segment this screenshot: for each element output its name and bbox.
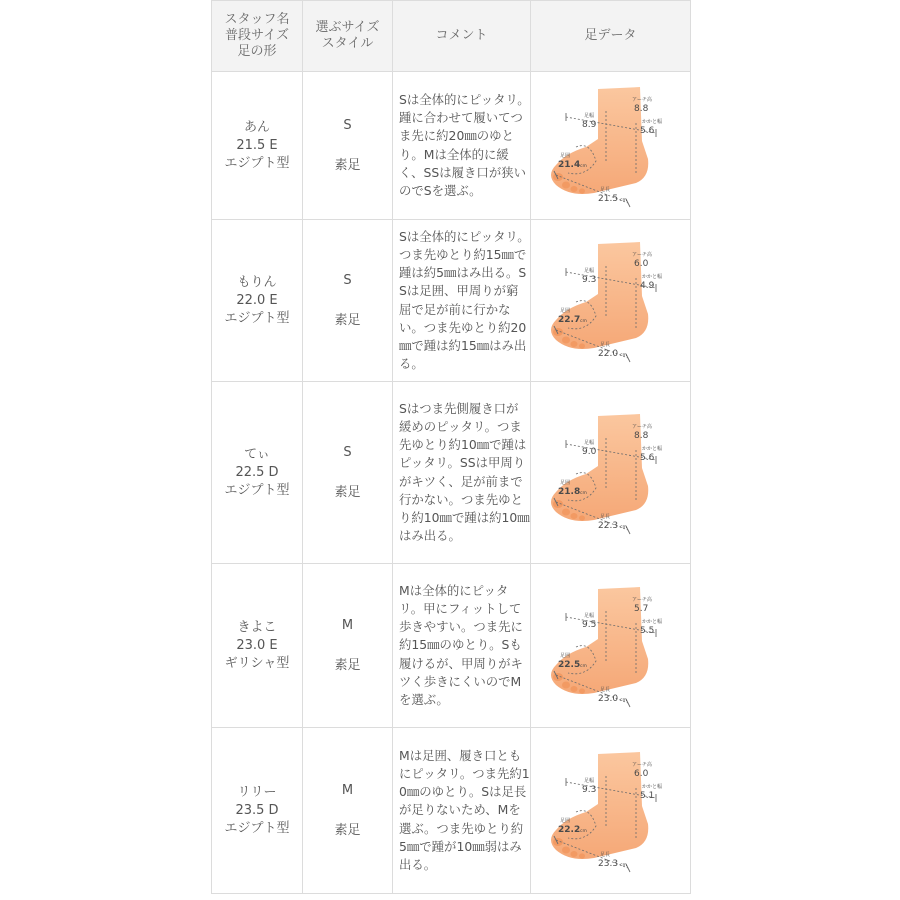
staff-name: リリー [237, 784, 277, 800]
foot-width-value: 9.3 [581, 274, 596, 285]
foot-shape: ギリシャ型 [224, 655, 290, 671]
foot-length-unit: cm [619, 197, 627, 203]
table-row [212, 72, 691, 220]
staff-name: きよこ [237, 619, 277, 635]
foot-girth-label: 足囲 [559, 817, 570, 824]
chosen-size: S [343, 117, 352, 133]
table-row [212, 220, 691, 382]
foot-top-value: 8.8 [633, 430, 648, 441]
foot-length-value: 22.0 [597, 348, 618, 359]
foot-width-label: 足幅 [583, 439, 594, 446]
staff-name: あん [243, 119, 270, 135]
foot-data-cell [531, 564, 691, 728]
foot-girth-value: 21.4 [557, 159, 580, 170]
staff-cell [212, 220, 303, 382]
staff-size-table [211, 0, 691, 894]
foot-mid-value: 5.5 [639, 625, 654, 636]
foot-length-label: 足長 [599, 513, 610, 520]
foot-girth-unit: cm [579, 828, 587, 834]
foot-data-cell [531, 382, 691, 564]
choose-size-cell [303, 564, 393, 728]
comment-cell: Sは全体的にピッタリ。踵に合わせて履いてつま先に約20㎜のゆとり。Mは全体的に緩く、SSは履き口が狭いのでSを選ぶ。 [393, 72, 531, 220]
foot-width-label: 足幅 [583, 267, 594, 274]
comment-cell: Mは全体的にピッタリ。甲にフィットして歩きやすい。つま先に約15㎜のゆとり。Sも履けるが、甲周りがキツく歩きにくいのでMを選ぶ。 [393, 564, 531, 728]
foot-top-label: アーチ高 [631, 96, 652, 103]
foot-girth-unit: cm [579, 163, 587, 169]
foot-top-label: アーチ高 [631, 423, 652, 430]
foot-girth-label: 足囲 [559, 652, 570, 659]
foot-length-label: 足長 [599, 851, 610, 858]
foot-shape: エジプト型 [224, 820, 290, 836]
header-staff-name: スタッフ名 普段サイズ 足の形 [212, 1, 303, 72]
foot-girth-unit: cm [579, 318, 587, 324]
foot-width-value: 9.5 [581, 619, 596, 630]
foot-mid-label: かかと幅 [641, 618, 662, 625]
style: 素足 [334, 157, 361, 173]
foot-shape: エジプト型 [224, 482, 290, 498]
foot-top-value: 5.7 [633, 603, 648, 614]
choose-size-cell [303, 220, 393, 382]
foot-data-cell [531, 728, 691, 894]
staff-cell [212, 382, 303, 564]
foot-top-label: アーチ高 [631, 251, 652, 258]
chosen-size: S [343, 444, 352, 460]
staff-cell [212, 564, 303, 728]
choose-size-cell [303, 728, 393, 894]
header-choose-size: 選ぶサイズ スタイル [303, 1, 393, 72]
style: 素足 [334, 657, 361, 673]
foot-diagram [536, 236, 686, 366]
foot-width-label: 足幅 [583, 777, 594, 784]
foot-top-value: 6.0 [633, 258, 648, 269]
style: 素足 [334, 484, 361, 500]
comment-cell: Sは全体的にピッタリ。つま先ゆとり約15㎜で踵は約5㎜はみ出る。SSは足囲、甲周りが窮屈で足が前に行かない。つま先ゆとり約20㎜で踵は約15㎜はみ出る。 [393, 220, 531, 382]
foot-length-label: 足長 [599, 186, 610, 193]
foot-mid-label: かかと幅 [641, 445, 662, 452]
header-foot-data: 足データ [531, 1, 691, 72]
foot-mid-value: 5.1 [639, 790, 654, 801]
staff-name: もりん [237, 274, 277, 290]
table-header-row [212, 1, 691, 72]
header-comment: コメント [393, 1, 531, 72]
style: 素足 [334, 822, 361, 838]
foot-girth-value: 21.8 [557, 486, 580, 497]
foot-girth-value: 22.7 [557, 314, 580, 325]
foot-length-unit: cm [619, 697, 627, 703]
foot-mid-label: かかと幅 [641, 118, 662, 125]
chosen-size: M [341, 617, 354, 633]
usual-size: 21.5 E [236, 137, 278, 153]
foot-girth-label: 足囲 [559, 152, 570, 159]
foot-width-label: 足幅 [583, 112, 594, 119]
table-row [212, 382, 691, 564]
foot-mid-value: 5.6 [639, 125, 654, 136]
foot-width-value: 9.3 [581, 784, 596, 795]
chosen-size: S [343, 272, 352, 288]
table-row [212, 564, 691, 728]
usual-size: 23.0 E [236, 637, 278, 653]
comment-cell: Sはつま先側履き口が緩めのピッタリ。つま先ゆとり約10㎜で踵はピッタリ。SSは甲周りがキツく、足が前まで行かない。つま先ゆとり約10㎜で踵は約10㎜はみ出る。 [393, 382, 531, 564]
foot-girth-label: 足囲 [559, 307, 570, 314]
choose-size-cell [303, 382, 393, 564]
comment-cell: Mは足囲、履き口ともにピッタリ。つま先約10㎜のゆとり。Sは足長が足りないため、Mを選ぶ。つま先ゆとり約5㎜で踵が10㎜弱はみ出る。 [393, 728, 531, 894]
foot-top-value: 6.0 [633, 768, 648, 779]
foot-width-label: 足幅 [583, 612, 594, 619]
style: 素足 [334, 312, 361, 328]
foot-length-value: 22.3 [597, 520, 618, 531]
foot-data-cell [531, 220, 691, 382]
foot-girth-unit: cm [579, 663, 587, 669]
foot-length-value: 23.0 [597, 693, 618, 704]
foot-length-label: 足長 [599, 341, 610, 348]
foot-top-value: 8.8 [633, 103, 648, 114]
foot-mid-label: かかと幅 [641, 783, 662, 790]
choose-size-cell [303, 72, 393, 220]
foot-diagram [536, 81, 686, 211]
foot-length-unit: cm [619, 524, 627, 530]
staff-cell [212, 72, 303, 220]
usual-size: 22.0 E [236, 292, 278, 308]
foot-data-cell [531, 72, 691, 220]
foot-length-value: 23.3 [597, 858, 618, 869]
foot-girth-value: 22.5 [557, 659, 580, 670]
foot-shape: エジプト型 [224, 310, 290, 326]
foot-diagram [536, 408, 686, 538]
foot-girth-value: 22.2 [557, 824, 580, 835]
staff-name: てぃ [244, 446, 270, 462]
foot-width-value: 9.0 [581, 446, 596, 457]
foot-top-label: アーチ高 [631, 761, 652, 768]
foot-diagram [536, 746, 686, 876]
foot-length-unit: cm [619, 862, 627, 868]
foot-diagram [536, 581, 686, 711]
foot-mid-value: 5.6 [639, 452, 654, 463]
foot-shape: エジプト型 [224, 155, 290, 171]
foot-length-label: 足長 [599, 686, 610, 693]
foot-girth-label: 足囲 [559, 479, 570, 486]
staff-cell [212, 728, 303, 894]
chosen-size: M [341, 782, 354, 798]
foot-girth-unit: cm [579, 490, 587, 496]
foot-mid-value: 4.9 [639, 280, 654, 291]
foot-top-label: アーチ高 [631, 596, 652, 603]
usual-size: 23.5 D [235, 802, 279, 818]
foot-length-value: 21.5 [597, 193, 618, 204]
foot-mid-label: かかと幅 [641, 273, 662, 280]
foot-width-value: 8.9 [581, 119, 596, 130]
table-row [212, 728, 691, 894]
foot-length-unit: cm [619, 352, 627, 358]
usual-size: 22.5 D [235, 464, 279, 480]
